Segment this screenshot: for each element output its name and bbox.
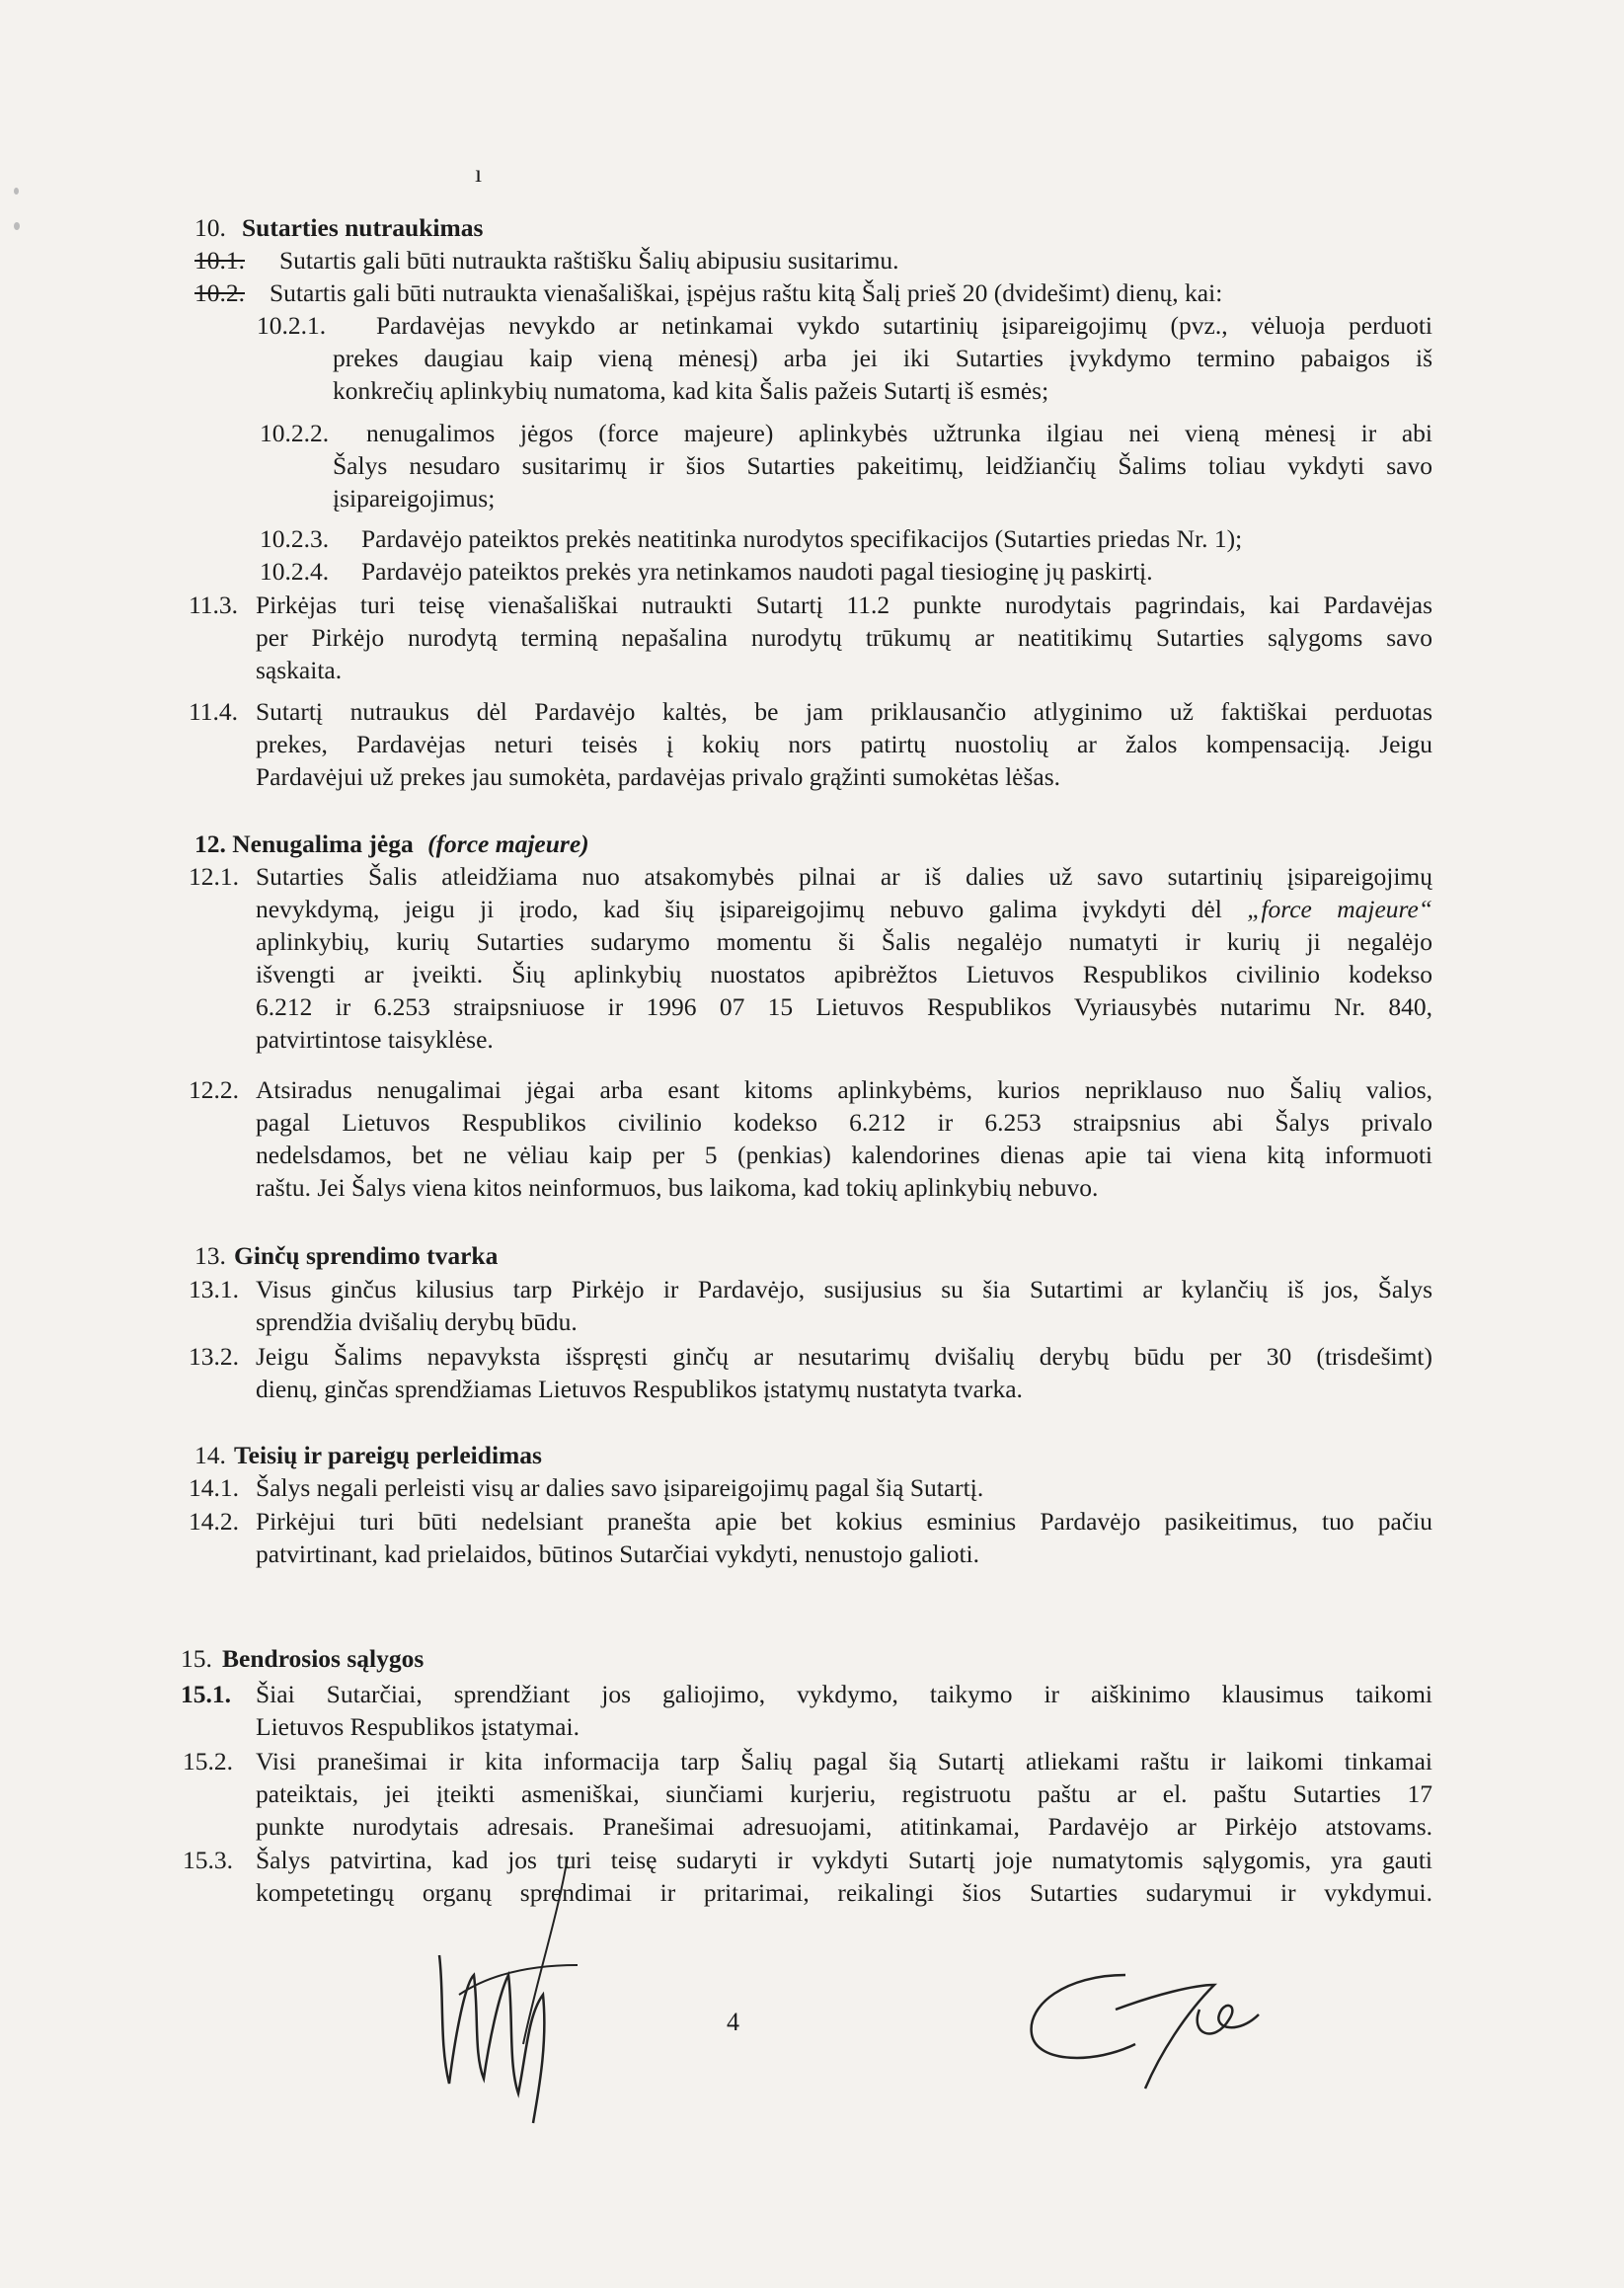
clause-15-2-line: pateiktais, jei įteikti asmeniškai, siunčiami kurjeriu, registruotu paštu ar el. paštu Sutarties 17 (256, 1779, 1432, 1808)
clause-number: 10.1. (194, 246, 245, 275)
clause-15-2-line: punkte nurodytais adresais. Pranešimai adresuojami, atitinkamai, Pardavėjo ar Pirkėjo atstovams. (256, 1812, 1432, 1841)
clause-11-4-number: 11.4. (189, 697, 239, 726)
clause-15-2-number: 15.2. (183, 1747, 233, 1775)
clause-15-1-line: Šiai Sutarčiai, sprendžiant jos galiojimo, vykdymo, taikymo ir aiškinimo klausimus taikomi (256, 1680, 1432, 1708)
clause-number: 10.2.3. (260, 524, 330, 553)
clause-12-1-number: 12.1. (189, 862, 239, 891)
scan-speck (14, 222, 20, 230)
section-14-heading (194, 1440, 542, 1471)
clause-11-3-line: Pirkėjas turi teisę vienašališkai nutraukti Sutartį 11.2 punkte nurodytais pagrindais, kai Pardavėjas (256, 591, 1432, 619)
section-13-number: 13. (194, 1241, 226, 1270)
clause-15-2-line: Visi pranešimai ir kita informacija tarp Šalių pagal šią Sutartį atliekami raštu ir laikomi tinkamai (256, 1747, 1432, 1775)
section-15-number: 15. (181, 1644, 212, 1673)
clause-10-2-1-line: konkrečių aplinkybių numatoma, kad kita Šalis pažeis Sutartį iš esmės; (333, 376, 1049, 405)
clause-10-2-1-line: Pardavėjas nevykdo ar netinkamai vykdo sutartinių įsipareigojimų (pvz., vėluoja perduoti (376, 311, 1432, 340)
clause-10-1 (194, 245, 899, 276)
clause-text: Pardavėjo pateiktos prekės neatitinka nurodytos specifikacijos (Sutarties priedas Nr. 1); (361, 524, 1243, 553)
clause-13-2-number: 13.2. (189, 1342, 239, 1371)
clause-13-2-line: dienų, ginčas sprendžiamas Lietuvos Respublikos įstatymų nustatyta tvarka. (256, 1375, 1023, 1403)
force-majeure-quote: „force majeure“ (1247, 895, 1432, 923)
section-10-heading (194, 212, 483, 244)
clause-12-1-line: aplinkybių, kurių Sutarties sudarymo momentu ši Šalis negalėjo numatyti ir kurių ji negalėjo (256, 927, 1432, 956)
stray-mark: ı (475, 159, 483, 188)
clause-12-2-line: nedelsdamos, bet ne vėliau kaip per 5 (penkias) kalendorines dienas apie tai viena kitą informuoti (256, 1141, 1432, 1169)
clause-10-2-2-line: Šalys nesudaro susitarimų ir šios Sutarties pakeitimų, leidžiančių Šalims toliau vykdyti savo (333, 451, 1432, 480)
clause-15-3-number: 15.3. (183, 1846, 233, 1874)
clause-10-2-4 (260, 556, 1153, 588)
clause-11-3-number: 11.3. (189, 591, 239, 619)
clause-text: nevykdymą, jeigu ji įrodo, kad šių įsipareigojimų nebuvo galima įvykdyti dėl (256, 895, 1222, 923)
clause-12-2-line: Atsiradus nenugalimai jėgai arba esant kitoms aplinkybėms, kurios nepriklauso nuo Šalių valios, (256, 1075, 1432, 1104)
section-13-heading (194, 1240, 498, 1272)
section-15-heading (181, 1643, 424, 1675)
clause-10-2-2-line: įsipareigojimus; (333, 484, 496, 513)
clause-12-1-line: 6.212 ir 6.253 straipsniuose ir 1996 07 15 Lietuvos Respublikos Vyriausybės nutarimu Nr. 840, (256, 992, 1432, 1021)
clause-12-2-line: pagal Lietuvos Respublikos civilinio kodekso 6.212 ir 6.253 straipsnius abi Šalys privalo (256, 1108, 1432, 1137)
clause-13-1-number: 13.1. (189, 1275, 239, 1303)
signature-right (1017, 1955, 1274, 2093)
clause-12-1-line: Sutarties Šalis atleidžiama nuo atsakomybės pilnai ar iš dalies už savo sutartinių įsipareigojimų (256, 862, 1432, 891)
clause-text: Šalys negali perleisti visų ar dalies savo įsipareigojimų pagal šią Sutartį. (256, 1473, 984, 1502)
page-number: 4 (727, 2008, 739, 2036)
clause-10-2-1-number: 10.2.1. (257, 311, 327, 340)
section-13-title: Ginčų sprendimo tvarka (234, 1241, 499, 1270)
clause-13-1-line: Visus ginčus kilusius tarp Pirkėjo ir Pardavėjo, susijusius su šia Sutartimi ar kylančių iš jos, Šalys (256, 1275, 1432, 1303)
clause-10-2-2-number: 10.2.2. (260, 419, 330, 447)
clause-10-2-2-line: nenugalimos jėgos (force majeure) aplinkybės užtrunka ilgiau nei vieną mėnesį ir abi (366, 419, 1432, 447)
clause-10-2 (194, 277, 1222, 309)
clause-number: 14.1. (189, 1473, 239, 1502)
clause-text: Sutartis gali būti nutraukta vienašališkai, įspėjus raštu kitą Šalį prieš 20 (dvidešimt) dienų, kai: (270, 278, 1223, 307)
section-14-number: 14. (194, 1441, 226, 1469)
clause-14-2-line: patvirtinant, kad prielaidos, būtinos Sutarčiai vykdyti, nenustojo galioti. (256, 1539, 980, 1568)
signature-left (420, 1847, 617, 2133)
clause-10-2-3 (260, 523, 1242, 555)
clause-text: Sutartis gali būti nutraukta raštišku Šalių abipusiu susitarimu. (279, 246, 899, 275)
clause-12-1-line (256, 894, 1432, 925)
clause-11-4-line: Sutartį nutraukus dėl Pardavėjo kaltės, be jam priklausančio atlyginimo už faktiškai perduotas (256, 697, 1432, 726)
clause-15-1-line: Lietuvos Respublikos įstatymai. (256, 1712, 580, 1741)
section-15-title: Bendrosios sąlygos (222, 1644, 425, 1673)
clause-15-3-line: Šalys patvirtina, kad jos turi teisę sudaryti ir vykdyti Sutartį joje numatytomis sąlygomis, yra gauti (256, 1846, 1432, 1874)
clause-10-2-1-line: prekes daugiau kaip vieną mėnesį) arba jei iki Sutarties įvykdymo termino pabaigos iš (333, 344, 1432, 372)
clause-14-2-number: 14.2. (189, 1507, 239, 1536)
clause-15-1-number: 15.1. (181, 1680, 231, 1708)
clause-11-3-line: sąskaita. (256, 656, 343, 684)
clause-11-4-line: prekes, Pardavėjas neturi teisės į kokių nors patirtų nuostolių ar žalos kompensaciją. Jeigu (256, 730, 1432, 758)
scan-speck (14, 188, 19, 195)
section-12-heading (194, 828, 589, 860)
clause-14-1 (189, 1472, 983, 1504)
section-12-title: 12. Nenugalima jėga (194, 829, 414, 858)
clause-13-1-line: sprendžia dvišalių derybų būdu. (256, 1307, 578, 1336)
clause-14-2-line: Pirkėjui turi būti nedelsiant pranešta apie bet kokius esminius Pardavėjo pasikeitimus, tuo pačiu (256, 1507, 1432, 1536)
clause-12-2-line: raštu. Jei Šalys viena kitos neinformuos, bus laikoma, kad tokių aplinkybių nebuvo. (256, 1173, 1099, 1202)
clause-12-1-line: išvengti ar įveikti. Šių aplinkybių nuostatos apibrėžtos Lietuvos Respublikos civilinio kodekso (256, 960, 1432, 988)
clause-13-2-line: Jeigu Šalims nepavyksta išspręsti ginčų ar nesutarimų dvišalių derybų būdu per 30 (trisdešimt) (256, 1342, 1432, 1371)
section-12-title-italic: (force majeure) (427, 829, 589, 858)
clause-12-2-number: 12.2. (189, 1075, 239, 1104)
clause-text: Pardavėjo pateiktos prekės yra netinkamos naudoti pagal tiesioginę jų paskirtį. (361, 557, 1153, 586)
section-10-number: 10. (194, 213, 226, 242)
clause-number: 10.2.4. (260, 557, 330, 586)
clause-11-3-line: per Pirkėjo nurodytą terminą nepašalina nurodytų trūkumų ar neatitikimų Sutarties sąlygoms savo (256, 623, 1432, 652)
clause-15-3-line: kompetetingų organų sprendimai ir pritarimai, reikalingi šios Sutarties sudarymui ir vykdymui. (256, 1878, 1432, 1907)
clause-12-1-line: patvirtintose taisyklėse. (256, 1025, 494, 1054)
clause-number: 10.2. (194, 278, 245, 307)
section-10-title: Sutarties nutraukimas (242, 213, 484, 242)
clause-11-4-line: Pardavėjui už prekes jau sumokėta, pardavėjas privalo grąžinti sumokėtas lėšas. (256, 762, 1061, 791)
section-14-title: Teisių ir pareigų perleidimas (234, 1441, 542, 1469)
